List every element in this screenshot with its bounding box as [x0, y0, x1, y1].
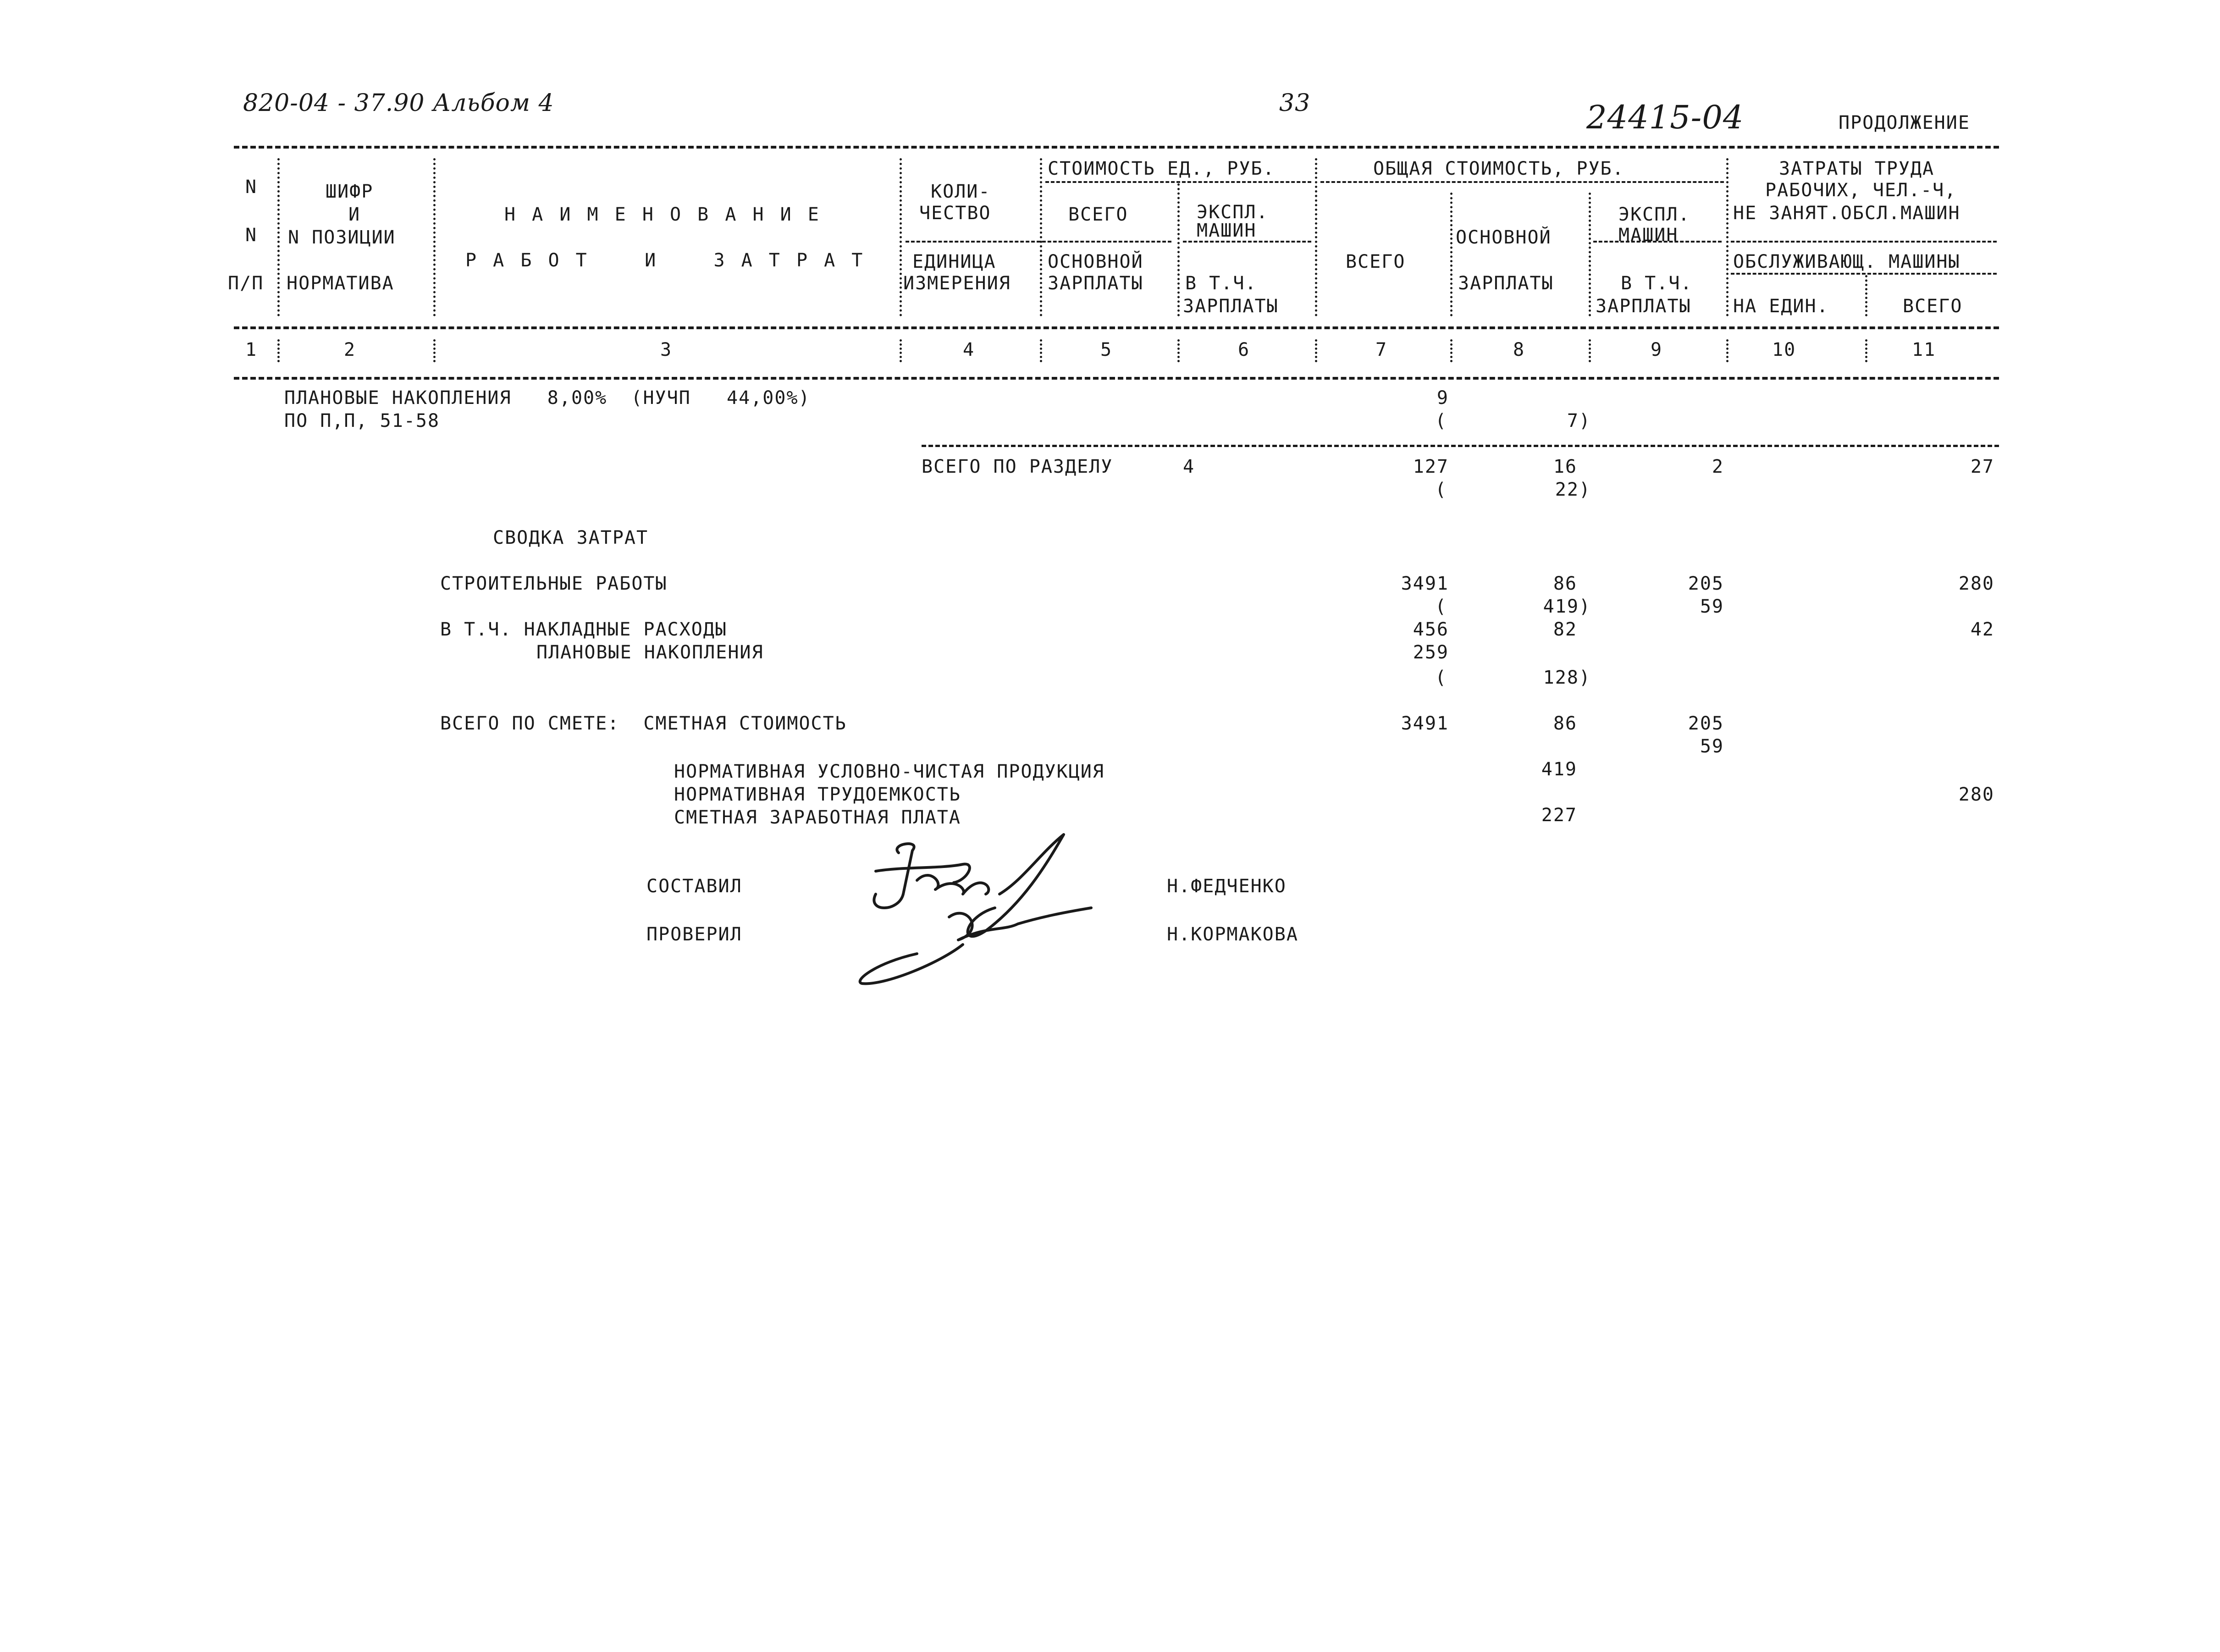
- header-total-incl: В Т.Ч.: [1621, 273, 1693, 294]
- header-unit: ЕДИНИЦА: [912, 251, 996, 272]
- planned-savings-total: 9: [1436, 387, 1449, 409]
- numbers-bottom-rule: [234, 377, 1999, 380]
- column-number: 2: [344, 339, 356, 360]
- header-works: Р А Б О Т И З А Т Р А Т: [465, 250, 866, 271]
- column-separator: [1177, 339, 1180, 362]
- planned-savings-ref: ПО П,П, 51-58: [284, 410, 440, 431]
- signature-stroke: [860, 945, 963, 983]
- section-total-value: 127: [1413, 456, 1449, 477]
- estimate-wage-value: 227: [1541, 805, 1577, 826]
- planned-label: ПЛАНОВЫЕ НАКОПЛЕНИЯ: [536, 642, 764, 663]
- column-separator: [1865, 275, 1867, 316]
- column-separator: [433, 339, 436, 362]
- estimate-wage-label: СМЕТНАЯ ЗАРАБОТНАЯ ПЛАТА: [674, 807, 961, 828]
- column-separator: [1726, 339, 1729, 362]
- signature-stroke: [874, 844, 914, 908]
- header-labor: ЗАТРАТЫ ТРУДА: [1779, 158, 1935, 179]
- planned-paren-value: 128): [1543, 667, 1591, 688]
- header-labor-servicing: ОБСЛУЖИВАЮЩ. МАШИНЫ: [1733, 251, 1960, 272]
- header-total-incl-wages: ЗАРПЛАТЫ: [1596, 296, 1691, 317]
- overhead-basic-wage: 82: [1553, 619, 1577, 640]
- column-separator: [1450, 193, 1452, 316]
- column-number: 4: [963, 339, 975, 360]
- header-quantity-2: ЧЕСТВО: [919, 203, 991, 224]
- header-pp: П/П: [228, 273, 264, 294]
- labor-sub-rule: [1731, 273, 1997, 275]
- column-number: 1: [245, 339, 258, 360]
- document-number: 24415-04: [1586, 99, 1744, 136]
- header-unit-machines: ЭКСПЛ.: [1197, 202, 1269, 223]
- section-paren: (: [1435, 479, 1447, 500]
- header-code: ШИФР: [326, 181, 374, 202]
- column-separator: [1177, 183, 1180, 316]
- construction-labor-total: 280: [1958, 573, 1994, 594]
- construction-paren: (: [1435, 596, 1447, 617]
- estimate-label: ВСЕГО ПО СМЕТЕ: СМЕТНАЯ СТОИМОСТЬ: [440, 713, 847, 734]
- estimate-basic-wage: 86: [1553, 713, 1577, 734]
- construction-total: 3491: [1401, 573, 1449, 594]
- unit-cost-rule: [1045, 181, 1311, 183]
- header-labor-total: ВСЕГО: [1903, 296, 1963, 317]
- npv-value: 419: [1541, 759, 1577, 780]
- signature-stroke: [876, 864, 970, 883]
- overhead-total: 456: [1413, 619, 1449, 640]
- header-total-all: ВСЕГО: [1346, 251, 1406, 272]
- header-n-1: N: [245, 177, 258, 198]
- section-total-rule: [922, 445, 1999, 447]
- header-total-wages: ЗАРПЛАТЫ: [1458, 273, 1554, 294]
- construction-basic-wage: 86: [1553, 573, 1577, 594]
- section-labor-total: 27: [1970, 456, 1994, 477]
- header-labor-workers: РАБОЧИХ, ЧЕЛ.-Ч,: [1765, 180, 1957, 201]
- column-separator: [1315, 158, 1317, 316]
- column-number: 11: [1912, 339, 1936, 360]
- overhead-label: В Т.Ч. НАКЛАДНЫЕ РАСХОДЫ: [440, 619, 727, 640]
- header-labor-per-unit: НА ЕДИН.: [1733, 296, 1829, 317]
- construction-label: СТРОИТЕЛЬНЫЕ РАБОТЫ: [440, 573, 668, 594]
- header-position: N ПОЗИЦИИ: [288, 227, 396, 248]
- construction-paren-value: 419): [1543, 596, 1591, 617]
- column-separator: [277, 158, 280, 316]
- signature-stroke: [968, 834, 1064, 936]
- labor-rule: [1731, 241, 1997, 243]
- header-total-cost: ОБЩАЯ СТОИМОСТЬ, РУБ.: [1373, 158, 1624, 179]
- planned-savings-label: ПЛАНОВЫЕ НАКОПЛЕНИЯ 8,00% (НУЧП 44,00%): [284, 387, 811, 409]
- album-reference: 820-04 - 37.90 Альбом 4: [243, 89, 554, 117]
- planned-paren: (: [1435, 667, 1447, 688]
- header-quantity: КОЛИ-: [931, 181, 991, 202]
- header-unit-cost: СТОИМОСТЬ ЕД., РУБ.: [1048, 158, 1275, 179]
- planned-savings-paren-value: 7): [1567, 410, 1591, 431]
- header-bottom-rule: [234, 326, 1999, 329]
- construction-machines-wage: 59: [1700, 596, 1724, 617]
- section-total-label: ВСЕГО ПО РАЗДЕЛУ: [922, 456, 1113, 477]
- header-normative: НОРМАТИВА: [287, 273, 394, 294]
- estimate-machines: 205: [1688, 713, 1724, 734]
- section-paren-value: 22): [1555, 479, 1591, 500]
- section-basic-wage: 16: [1553, 456, 1577, 477]
- header-unit-incl: В Т.Ч.: [1185, 273, 1257, 294]
- labor-intensity-value: 280: [1958, 784, 1994, 805]
- column-separator: [1589, 339, 1591, 362]
- column-number: 9: [1651, 339, 1663, 360]
- column-number: 5: [1100, 339, 1113, 360]
- column-separator: [1450, 339, 1452, 362]
- header-unit-wages: ЗАРПЛАТЫ: [1048, 273, 1143, 294]
- total-cost-rule: [1320, 181, 1724, 183]
- labor-intensity-label: НОРМАТИВНАЯ ТРУДОЕМКОСТЬ: [674, 784, 961, 805]
- construction-machines: 205: [1688, 573, 1724, 594]
- column-separator: [277, 339, 280, 362]
- header-unit-incl-wages: ЗАРПЛАТЫ: [1183, 296, 1279, 317]
- header-unit-basic: ОСНОВНОЙ: [1048, 251, 1143, 272]
- header-n-2: N: [245, 225, 258, 246]
- estimate-machines-wage: 59: [1700, 736, 1724, 757]
- header-total-machines-2: МАШИН: [1618, 225, 1679, 246]
- header-total-machines: ЭКСПЛ.: [1618, 204, 1690, 225]
- column-number: 6: [1238, 339, 1250, 360]
- header-name: Н А И М Е Н О В А Н И Е: [504, 204, 822, 225]
- column-number: 8: [1513, 339, 1525, 360]
- quantity-rule: [906, 241, 1171, 243]
- summary-title: СВОДКА ЗАТРАТ: [493, 527, 649, 548]
- handwritten-signature: [848, 825, 1105, 1000]
- estimate-total: 3491: [1401, 713, 1449, 734]
- header-unit-machines-2: МАШИН: [1197, 220, 1257, 241]
- header-labor-not-busy: НЕ ЗАНЯТ.ОБСЛ.МАШИН: [1733, 203, 1960, 224]
- continuation-label: ПРОДОЛЖЕНИЕ: [1839, 112, 1970, 133]
- header-total-basic: ОСНОВНОЙ: [1456, 227, 1552, 248]
- compiled-name: Н.ФЕДЧЕНКО: [1167, 876, 1287, 897]
- column-separator: [1726, 158, 1729, 316]
- header-unit-total: ВСЕГО: [1068, 204, 1128, 225]
- header-and: И: [348, 204, 361, 225]
- column-separator: [1040, 339, 1042, 362]
- column-separator: [1315, 339, 1317, 362]
- column-separator: [900, 158, 902, 316]
- checked-label: ПРОВЕРИЛ: [646, 924, 742, 945]
- section-number: 4: [1183, 456, 1195, 477]
- column-separator: [433, 158, 436, 316]
- planned-total: 259: [1413, 642, 1449, 663]
- column-number: 3: [660, 339, 673, 360]
- checked-name: Н.КОРМАКОВА: [1167, 924, 1298, 945]
- section-machines: 2: [1712, 456, 1724, 477]
- overhead-labor-total: 42: [1970, 619, 1994, 640]
- npv-label: НОРМАТИВНАЯ УСЛОВНО-ЧИСТАЯ ПРОДУКЦИЯ: [674, 761, 1104, 782]
- table-top-rule: [234, 146, 1999, 149]
- planned-savings-paren: (: [1435, 410, 1447, 431]
- page-number: 33: [1279, 89, 1311, 117]
- column-number: 10: [1772, 339, 1796, 360]
- column-separator: [1589, 193, 1591, 316]
- compiled-label: СОСТАВИЛ: [646, 876, 742, 897]
- column-separator: [1040, 158, 1042, 316]
- column-separator: [900, 339, 902, 362]
- header-measure: ИЗМЕРЕНИЯ: [903, 273, 1011, 294]
- signature-stroke: [917, 875, 989, 894]
- column-number: 7: [1375, 339, 1388, 360]
- column-separator: [1865, 339, 1867, 362]
